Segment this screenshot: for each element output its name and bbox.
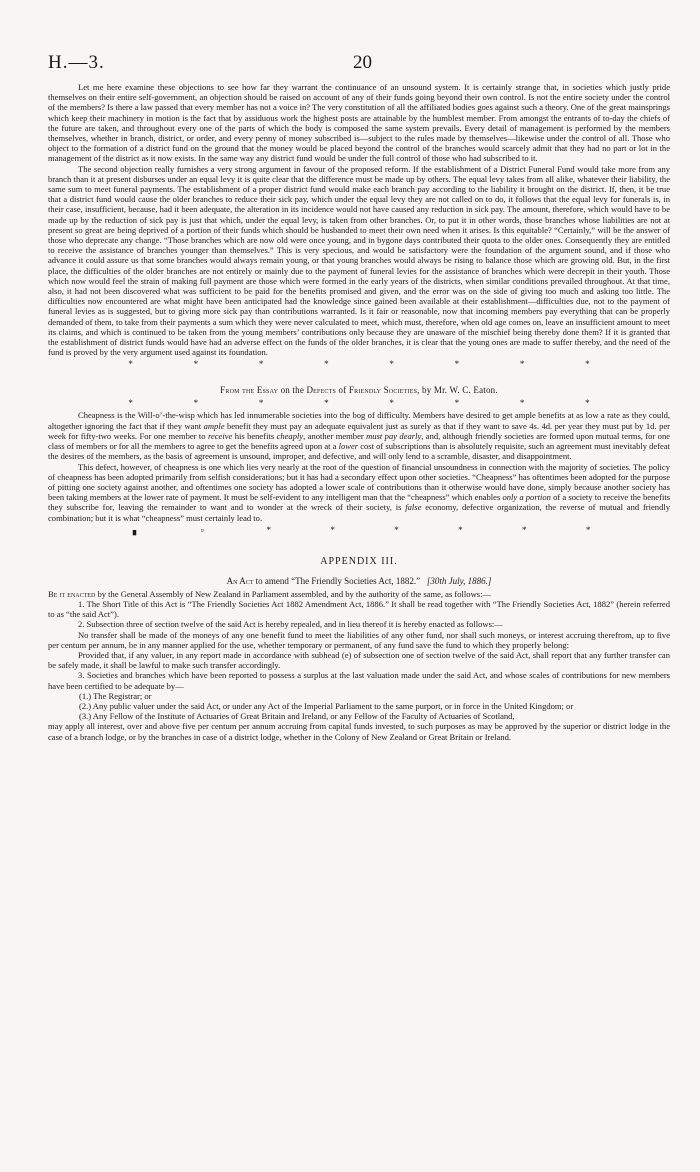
asterisk: * bbox=[330, 524, 335, 535]
enacting-clause: Be it enacted by the General Assembly of New Zealand in Parliament assembled, and by the authority of the same, as follows:— bbox=[48, 588, 491, 599]
paragraph-objections: Let me here examine these objections to see how far they warrant the continuance of an unsound system. It is certainly strange that, in societies which justly pride themselves on their entire self-government, an objection should be raised on account of any of their funds going beyond their own control. Is not the entire society under the control of the members? Is there a law passed that every member has not a voice in? The very constitution of all the affiliated bodies goes against such a theory. One of the great mainsprings which keep their machinery in motion is the fact that by assiduous work the highest posts are attainable by the humblest member. From amongst the entrants of to-day the chiefs of the future are taken, and throughout every one of the parts of which the body is composed the same system prevails. Every detail of management is performed by the members themselves, whether in branch, district, or order, and every penny of money subscribed is—subject to the rules made by themselves—likewise under the control of all. Those who object to the formation of a district fund on the ground that the money would be placed beyond the control of the branches would scarcely admit that they had no part or lot in the management of the district as it now exists. In the same way any district fund would be under the full control of those who had subscribed to it. bbox=[48, 82, 670, 164]
asterisk: * bbox=[258, 398, 264, 409]
asterisk: * bbox=[458, 524, 463, 535]
asterisk: * bbox=[128, 359, 133, 370]
asterisk: * bbox=[585, 359, 590, 370]
paragraph-second-objection: The second objection really furnishes a very strong argument in favour of the proposed reform. If the establishment of a District Funeral Fund would take more from any branch than it at present disburses under an equal levy it is quite clear that the difference must be made up by others. The equal levy takes from all alike, whatever their liability, the same sum to meet funeral payments. The establishment of a proper district fund would make each branch pay according to the liability it brought on the district. If, then, it be true that a district fund would cause the older branches to reduce their sick pay, which under the equal levy they are not called on to do, it follows that the equal levy for funerals is, in their case, insufficient, because, had it been adequate, the alteration in its incidence would not have caused any reduction in sick pay. The amount, therefore, which would have to be made up by the reduction of sick pay is just that which, under the equal levy, is taken from other branches. Or, to put it in other words, those branches whose liabilities are not at present so great are being deprived of a portion of their funds which should be husbanded to meet their own need when it arises. Is this equitable? “Certainly,” will be the answer of those who deprecate any change. “Those branches which are now old were once young, and in bygone days contributed their quota to the older ones. Consequently they are entitled to receive the assistance of branches younger than themselves.” This is very specious, and would be satisfactory were the foundation of the argument sound, and if those who advance it could assure us that some branches would always remain young, or that young branches would always be rising to balance those which are growing old. But, in the first place, the difficulties of the older branches are not entirely or mainly due to the payment of funeral levies for the assistance of branches which were decrepit in their youth. Those which now would feel the strain of making full payment are those which were formed in the early years of the districts, when similar conditions prevailed throughout. At that time, also, it had not been discovered what was sufficient to be paid for the benefits promised and given, and the error was on the side of giving too much and asking too little. The difficulties now encountered are what might have been anticipated had the knowledge since gained been available at their establishment—difficulties due, not to the payment of funeral levies as is suggested, but to giving more sick pay than contributions warranted. Is it fair or reasonable, now that incoming members pay everything that can be properly demanded of them, to take from their payments a sum which they were never calculated to meet, which must, therefore, when old age comes on, leave an insufficient amount to meet its claims, and which is continued to be taken from the young members’ contributions only because they are unaware of the mischief being thereby done them? If it is granted that the establishment of district funds would have had an adverse effect on the funds of the older branches, it is clear that the young ones are made to suffer thereby, and the need of the fund is proved by the very argument used against its foundation. bbox=[48, 163, 670, 358]
list-item: (2.) Any public valuer under the said Act, or under any Act of the Imperial Parliament to the same purport, or in force in the United Kingdom; or bbox=[79, 700, 574, 711]
page-header bbox=[48, 52, 670, 82]
asterisk: * bbox=[389, 398, 394, 409]
section-2-proviso: Provided that, if any valuer, in any report made in accordance with subhead (e) of subsection one of section twelve of the said Act, shall report that any further transfer can be safely made, it shall be lawful to make such transfer accordingly. bbox=[48, 649, 670, 671]
asterisk: * bbox=[193, 359, 199, 370]
asterisk: * bbox=[324, 359, 329, 370]
paragraph-defect: This defect, however, of cheapness is one which lies very nearly at the root of the question of financial unsoundness in connection with the majority of societies. The policy of cheapness has been adopted primarily from selfish considerations; but it has had a secondary effect upon other societies. “Cheapness” has oftentimes been adopted for the purpose of pitting one society against another, and oftentimes one society has adopted a lower scale of contributions than it otherwise would have done, simply because another society has been taking members at the lower rate of payment. It must be self-evident to any intelligent man that the “cheapness” which enables only a portion of a society to receive the benefits they subscribe for, leaving the remainder to want and to wonder at the wreck of their society, is false economy, defective organization, the reverse of mutual and friendly combination; but it is what “cheapness” must certainly lead to. bbox=[48, 461, 671, 523]
asterisk: * bbox=[258, 359, 264, 370]
section-2: 2. Subsection three of section twelve of the said Act is hereby repealed, and in lieu thereof it is hereby enacted as follows:— bbox=[78, 619, 503, 630]
asterisk: * bbox=[394, 524, 399, 535]
asterisk: * bbox=[454, 398, 460, 409]
asterisk: * bbox=[585, 524, 591, 535]
ink-mark-icon: ▫ bbox=[200, 524, 204, 535]
asterisk: * bbox=[454, 359, 460, 370]
essay-heading: From the Essay on the Defects of Friendly Societies, by Mr. W. C. Eaton. bbox=[220, 385, 498, 396]
document-reference: H.—3. bbox=[48, 52, 105, 73]
asterism-divider bbox=[48, 524, 670, 536]
asterisk: * bbox=[585, 398, 590, 409]
paragraph-cheapness: Cheapness is the Will-o’-the-wisp which has led innumerable societies into the bog of difficulty. Members have desired to get ample benefits at as low a rate as they could, altogether ignoring the fact that if they want ample benefit they must pay an adequate equivalent just as surely as that if they want to save 4s. 4d. per year they must put by 1d. per week for fifty-two weeks. For one member to receive his benefits cheaply, another member must pay dearly, and, although friendly societies are formed upon mutual terms, for one class of members or for all the members to agree to get the benefits agreed upon at a lower cost of subscriptions than is absolutely requisite, such an agreement must inevitably defeat the desires of the members, as the basis of agreement is unsound, improper, and defective, and will only lend to a scramble, disaster, and disappointment. bbox=[48, 410, 671, 462]
asterisk: * bbox=[324, 398, 329, 409]
section-3-tail: may apply all interest, over and above five per centum per annum accruing from capital funds invested, to such purposes as may be approved by the superior or district lodge in the case of a branch lodge, or by the branches in case of a district lodge, whether in the Colony of New Zealand or Great Britain or Ireland. bbox=[48, 721, 670, 742]
asterism-divider bbox=[48, 397, 670, 409]
section-3: 3. Societies and branches which have been reported to possess a surplus at the last valuation made under the said Act, and whose scales of contributions for new members have been certified to be adequate by— bbox=[48, 670, 670, 691]
asterisk: * bbox=[519, 359, 525, 370]
ink-mark-icon: ▗ bbox=[129, 524, 137, 535]
section-1: 1. The Short Title of this Act is “The Friendly Societies Act 1882 Amendment Act, 1886.” It shall be read together with “The Friendly Societies Act, 1882” (herein referred to as “the said Act”). bbox=[48, 598, 670, 620]
list-item: (1.) The Registrar; or bbox=[79, 690, 152, 701]
act-title: An Act to amend “The Friendly Societies Act, 1882.” [30th July, 1886.] bbox=[226, 575, 492, 586]
section-3-list bbox=[48, 691, 670, 722]
asterisk: * bbox=[128, 398, 133, 409]
section-2-body: No transfer shall be made of the moneys of any one benefit fund to meet the liabilities of any other fund, nor shall such moneys, or interest accruing therefrom, up to five per centum per annum, be in any manner applied for the use, whether temporary or permanent, of any fund save the fund to which they properly belong: bbox=[48, 629, 670, 650]
asterisk: * bbox=[521, 524, 527, 535]
asterisk: * bbox=[519, 398, 525, 409]
asterism-divider bbox=[48, 358, 670, 370]
asterisk: * bbox=[193, 398, 199, 409]
list-item: (3.) Any Fellow of the Institute of Actuaries of Great Britain and Ireland, or any Fellow of the Faculty of Actuaries of Scotland, bbox=[79, 711, 515, 722]
asterisk: * bbox=[266, 524, 271, 535]
page-number: 20 bbox=[353, 52, 372, 73]
asterisk: * bbox=[389, 359, 394, 370]
appendix-title: APPENDIX III. bbox=[320, 555, 398, 567]
